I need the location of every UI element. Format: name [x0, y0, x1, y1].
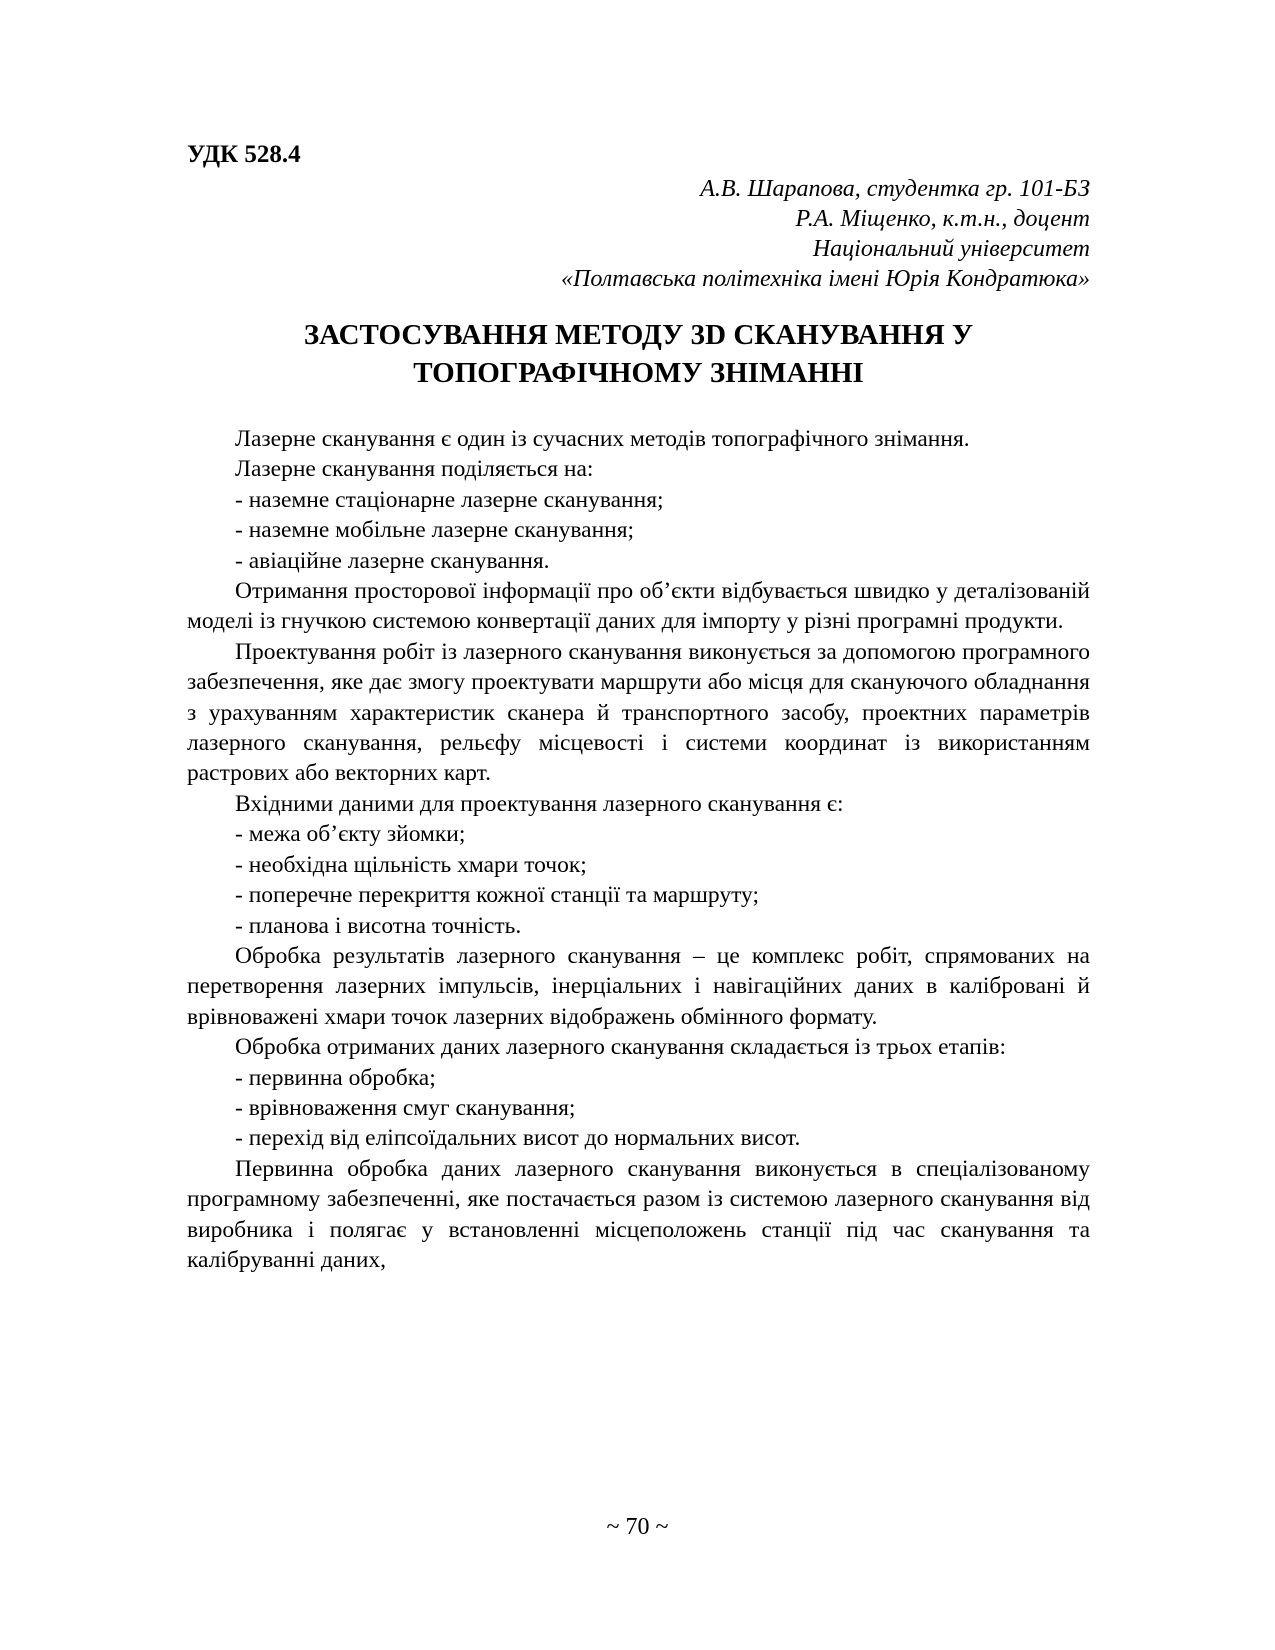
list-item: - авіаційне лазерне сканування.: [235, 547, 550, 574]
list-item: - первинна обробка;: [235, 1064, 436, 1091]
list-item: - перехід від еліпсоїдальних висот до нормальних висот.: [235, 1125, 801, 1152]
article-title-line-2: ТОПОГРАФІЧНОМУ ЗНІМАННІ: [413, 357, 864, 389]
body-paragraph: Отримання просторової інформації про об’єкти відбувається швидко у деталізованій моделі із гнучкою системою конвертації даних для імпорту у різні програмні продукти.: [187, 578, 1090, 635]
list-item: - наземне мобільне лазерне сканування;: [235, 517, 635, 544]
article-title: [187, 316, 1090, 392]
body-paragraph: Первинна обробка даних лазерного сканування виконується в спеціалізованому програмному забезпеченні, яке постачається разом із системою лазерного сканування від виробника і полягає у встановленні місцеположень станції під час сканування та калібруванні даних,: [187, 1155, 1090, 1273]
list-item: - врівноваження смуг сканування;: [235, 1094, 576, 1121]
author-line-4: «Полтавська політехніка імені Юрія Кондратюка»: [561, 266, 1090, 292]
page-number: ~ 70 ~: [606, 1514, 669, 1540]
article-body: [187, 424, 1090, 1275]
list-item: - межа об’єкту зйомки;: [235, 821, 466, 848]
body-paragraph: Обробка отриманих даних лазерного сканування складається із трьох етапів:: [235, 1034, 1007, 1061]
udc-code: УДК 528.4: [187, 141, 301, 168]
article-title-line-1: ЗАСТОСУВАННЯ МЕТОДУ 3D СКАНУВАННЯ У: [303, 319, 974, 351]
body-paragraph: Лазерне сканування поділяється на:: [235, 456, 594, 483]
author-line-3: Національний університет: [812, 236, 1090, 262]
body-paragraph: Обробка результатів лазерного сканування – це комплекс робіт, спрямованих на перетворення лазерних імпульсів, інерціальних і навігаційних даних в калібровані й врівноважені хмари точок лазерних відображень обмінного формату.: [187, 942, 1090, 1030]
body-paragraph: Лазерне сканування є один із сучасних методів топографічного знімання.: [235, 426, 970, 452]
author-line-2: Р.А. Міщенко, к.т.н., доцент: [795, 206, 1090, 232]
list-item: - планова і висотна точність.: [235, 912, 522, 939]
author-line-1: А.В. Шарапова, студентка гр. 101-БЗ: [700, 176, 1090, 202]
author-block: [187, 174, 1090, 294]
list-item: - наземне стаціонарне лазерне сканування;: [235, 486, 664, 513]
list-item: - поперечне перекриття кожної станції та маршруту;: [235, 882, 759, 909]
body-paragraph: Проектування робіт із лазерного сканування виконується за допомогою програмного забезпечення, яке дає змогу проектувати маршрути або місця для скануючого обладнання з урахуванням характеристик сканера й транспортного засобу, проектних параметрів лазерного сканування, рельєфу місцевості і системи координат із використанням растрових або векторних карт.: [187, 638, 1090, 787]
body-paragraph: Вхідними даними для проектування лазерного сканування є:: [235, 790, 844, 817]
list-item: - необхідна щільність хмари точок;: [235, 851, 587, 878]
